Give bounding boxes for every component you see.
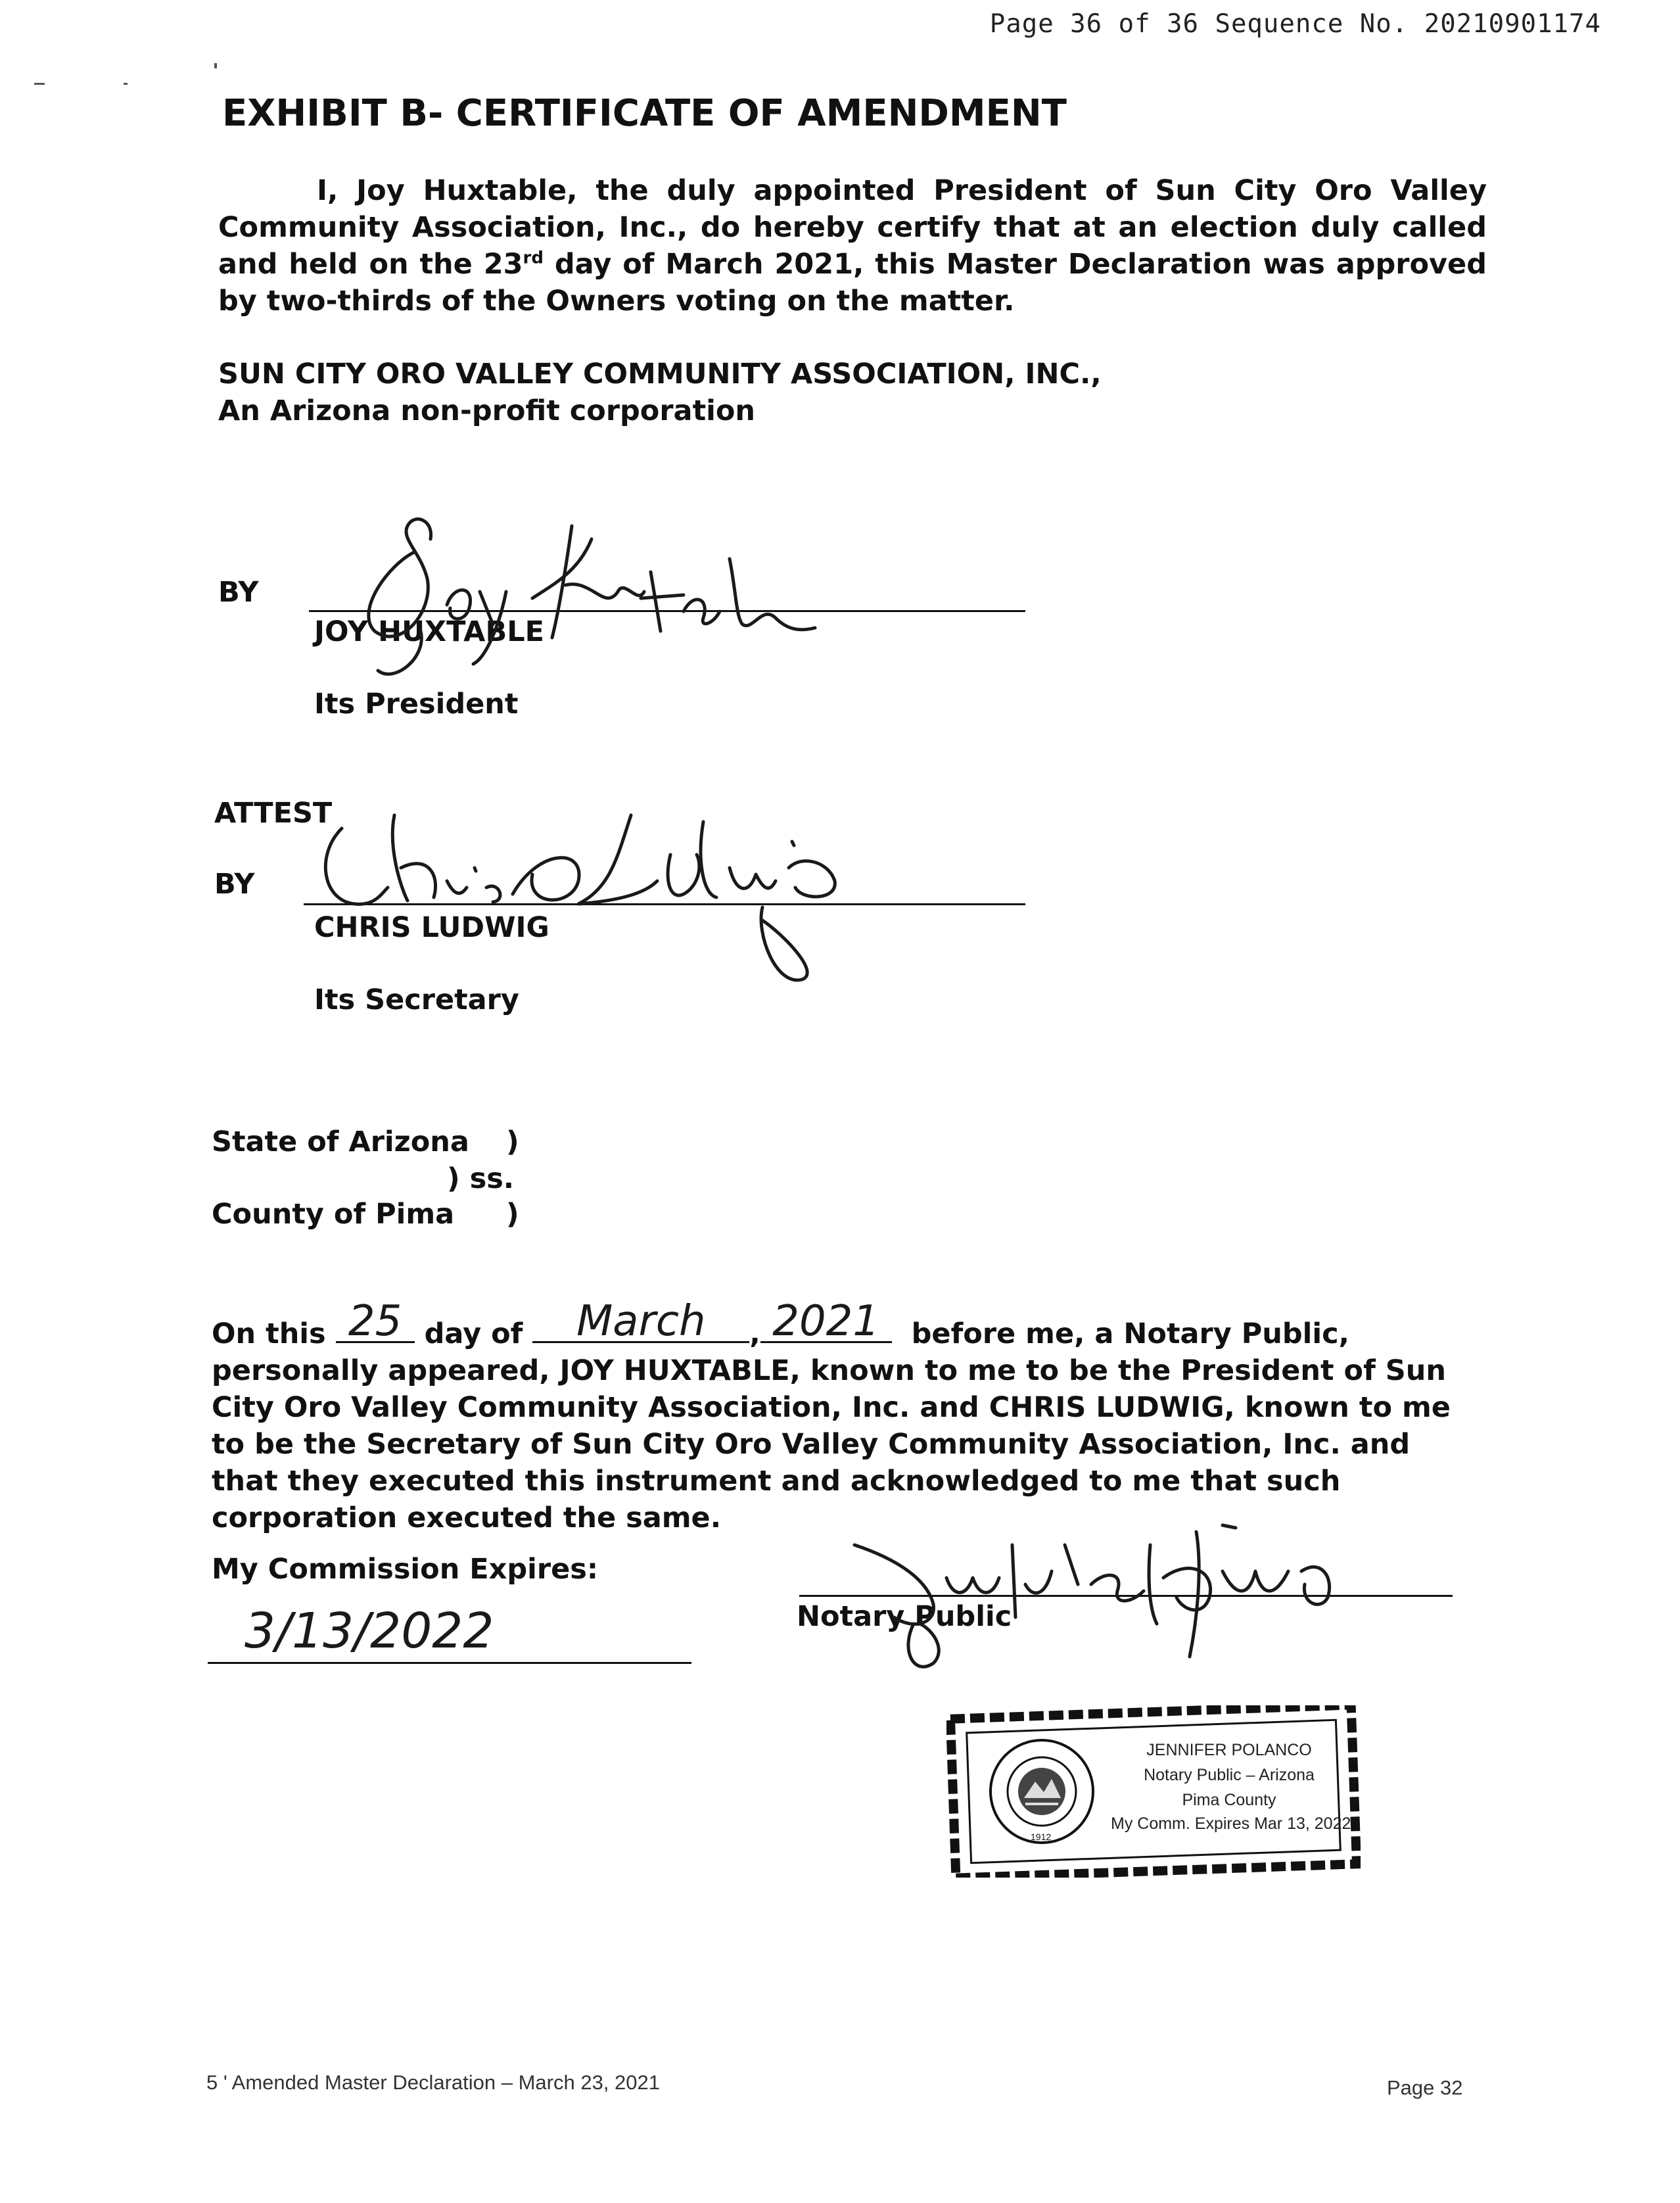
venue-paren-2: ) [506, 1198, 519, 1231]
secretary-role: Its Secretary [314, 983, 519, 1016]
stamp-notary-title: Notary Public – Arizona [1144, 1766, 1315, 1784]
scan-speck [34, 83, 45, 85]
secretary-signature-text [315, 795, 828, 927]
month-blank [532, 1297, 749, 1346]
president-signature-text [315, 505, 815, 656]
stamp-notary-name: JENNIFER POLANCO [1146, 1741, 1312, 1759]
footer-page-number: Page 32 [1387, 2076, 1463, 2099]
scan-speck [214, 63, 217, 68]
notary-public-label: Notary Public [797, 1600, 1012, 1633]
month-handwritten: March [576, 1297, 706, 1346]
certification-paragraph: I, Joy Huxtable, the duly appointed President of Sun City Oro Valley Community Association, Inc., do hereby certify that at an election duly called and held on the 23rd day of March 2021, this Master Declaration was approved by two-thirds of the Owners voting on the matter. [218, 174, 1487, 318]
president-role: Its President [314, 688, 519, 721]
by-label-secretary: BY [214, 868, 255, 901]
venue-county: County of Pima [212, 1198, 455, 1231]
scan-speck [124, 83, 128, 85]
seal-year: 1912 [1031, 1832, 1052, 1842]
footer-document-name: 5 ' Amended Master Declaration – March 23, 2021 [206, 2071, 661, 2094]
stamp-expiration: My Comm. Expires Mar 13, 2022 [1111, 1814, 1351, 1833]
commission-label: My Commission Expires: [212, 1553, 599, 1586]
commission-handwritten-date: 3/13/2022 [245, 1603, 494, 1659]
corporation-type: An Arizona non-profit corporation [218, 394, 756, 427]
acknowledgment-paragraph: On this 25 day of March , 2021 before me, a Notary Public, personally appeared, JOY HUXTABLE, known to me to be the President of Sun City Oro Valley Community Association, Inc. and CHRIS LUDWIG, known to me to be the Secretary of Sun City Oro Valley Community Association, Inc. and that they executed this instrument and acknowledged to me that such corporation executed the same. [212, 1297, 1451, 1534]
venue-ss: ) ss. [447, 1162, 515, 1195]
day-blank [336, 1297, 415, 1346]
venue-paren-1: ) [506, 1125, 519, 1158]
year-blank [760, 1297, 892, 1346]
page-sequence-header: Page 36 of 36 Sequence No. 20210901174 [989, 9, 1601, 39]
attest-label: ATTEST [214, 797, 333, 830]
commission-line [208, 1662, 691, 1664]
notary-signature-text [822, 1512, 1347, 1604]
notary-stamp [946, 1705, 1361, 1878]
venue-state: State of Arizona [212, 1125, 469, 1158]
year-handwritten: 2021 [772, 1297, 880, 1346]
secretary-name: CHRIS LUDWIG [314, 911, 549, 944]
stamp-county: Pima County [1182, 1791, 1276, 1809]
by-label-president: BY [218, 576, 259, 609]
day-handwritten: 25 [348, 1297, 402, 1346]
seal-text [986, 1736, 1098, 1847]
president-name: JOY HUXTABLE [314, 615, 545, 648]
document-title: EXHIBIT B- CERTIFICATE OF AMENDMENT [222, 92, 1067, 135]
corporation-name: SUN CITY ORO VALLEY COMMUNITY ASSOCIATION, INC., [218, 358, 1102, 391]
